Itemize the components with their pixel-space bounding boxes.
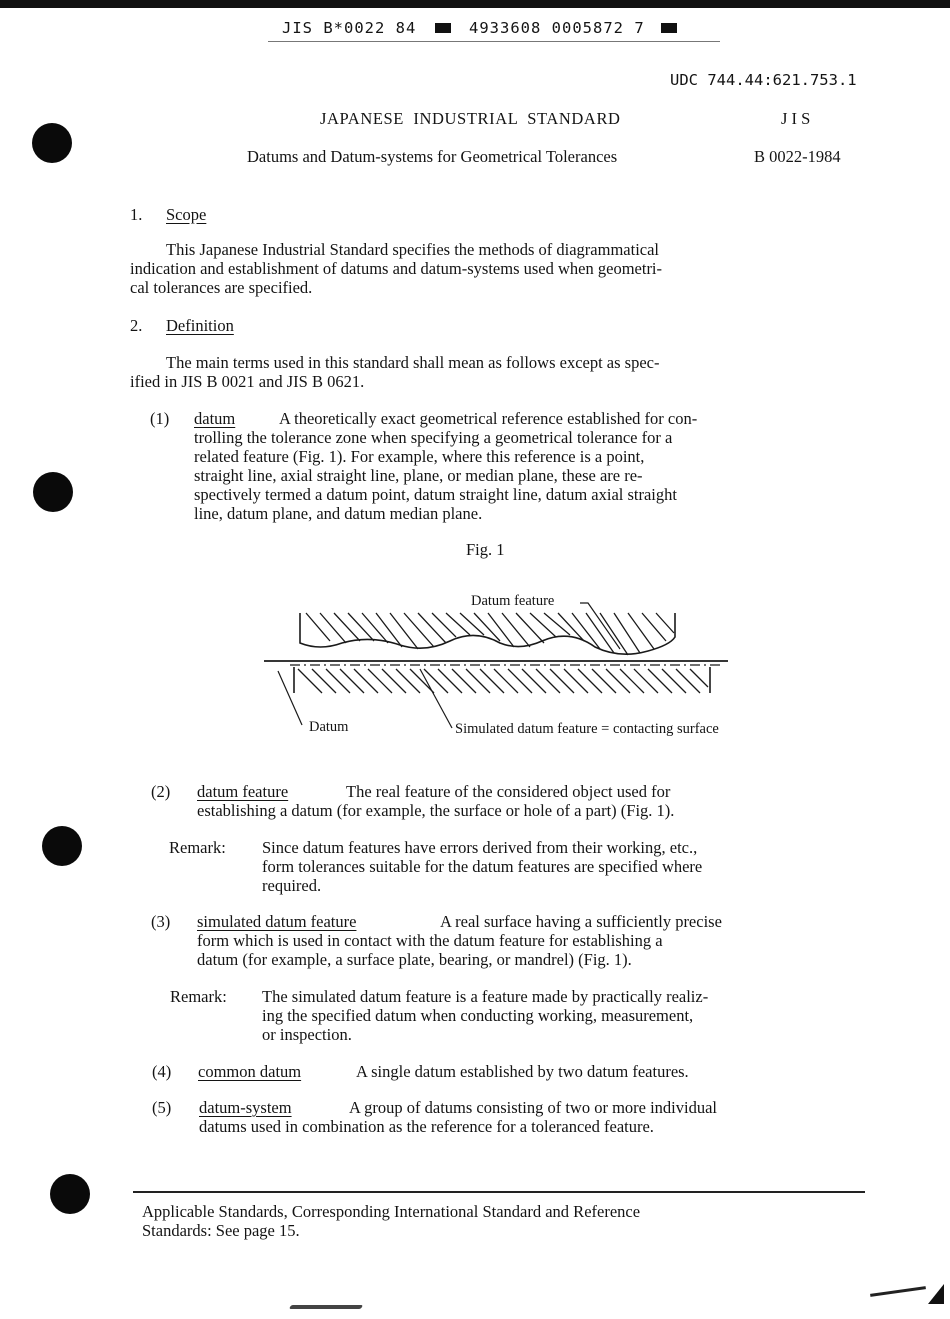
paragraph-line: indication and establishment of datums and datum-systems used when geometri- [130, 259, 663, 278]
scope-number: 1. [130, 205, 143, 224]
item-first-line: A single datum established by two datum features. [356, 1062, 689, 1081]
paragraph-line: cal tolerances are specified. [130, 278, 313, 297]
paragraph-line: Since datum features have errors derived from their working, etc., [262, 838, 698, 857]
term-datum: datum [194, 409, 236, 428]
paragraph-line: straight line, axial straight line, plane, or median plane, these are re- [194, 466, 643, 485]
item-body [197, 931, 663, 969]
item-number: (1) [150, 409, 170, 428]
paragraph-line: ing the specified datum when conducting working, measurement, [262, 1006, 694, 1025]
paragraph-line: The simulated datum feature is a feature made by practically realiz- [262, 987, 709, 1006]
paragraph-line: ified in JIS B 0021 and JIS B 0621. [130, 372, 365, 391]
remark-body [262, 838, 702, 895]
paragraph-line: spectively termed a datum point, datum straight line, datum axial straight [194, 485, 677, 504]
paragraph-line: trolling the tolerance zone when specifying a geometrical tolerance for a [194, 428, 673, 447]
definition-paragraph [130, 353, 660, 391]
term-simulated-datum-feature: simulated datum feature [197, 912, 357, 931]
standard-number: B 0022-1984 [754, 147, 841, 166]
scan-smudge [289, 1305, 363, 1309]
term-datum-feature: datum feature [197, 782, 289, 801]
paragraph-line: form which is used in contact with the datum feature for establishing a [197, 931, 663, 950]
paragraph-line: required. [262, 876, 322, 895]
paragraph-line: This Japanese Industrial Standard specifies the methods of diagrammatical [166, 240, 660, 259]
item-body [199, 1117, 654, 1136]
footnote-line: Applicable Standards, Corresponding International Standard and Reference [142, 1202, 641, 1221]
figure-caption: Fig. 1 [466, 540, 505, 559]
item-body [197, 801, 674, 820]
item-first-line: A group of datums consisting of two or more individual [349, 1098, 718, 1117]
remark-body [262, 987, 708, 1044]
stamp-rule [268, 41, 720, 42]
item-first-line: A theoretically exact geometrical reference established for con- [279, 409, 698, 428]
item-number: (3) [151, 912, 171, 931]
standard-name: JAPANESE INDUSTRIAL STANDARD [320, 109, 621, 128]
footnote [142, 1202, 640, 1240]
paragraph-line: form tolerances suitable for the datum features are specified where [262, 857, 703, 876]
udc-number: UDC 744.44:621.753.1 [670, 71, 857, 89]
punch-hole [32, 123, 72, 163]
paragraph-line: line, datum plane, and datum median plane. [194, 504, 483, 523]
remark-label: Remark: [169, 838, 226, 857]
stamp-right: 4933608 0005872 7 [469, 19, 645, 37]
scan-smudge [870, 1286, 926, 1297]
paragraph-line: or inspection. [262, 1025, 352, 1044]
header-stamp [282, 19, 677, 37]
label-datum-feature: Datum feature [471, 593, 555, 609]
item-body [194, 428, 677, 523]
term-datum-system: datum-system [199, 1098, 292, 1117]
scope-heading: Scope [166, 205, 207, 224]
paragraph-line: datums used in combination as the reference for a toleranced feature. [199, 1117, 654, 1136]
paragraph-line: The main terms used in this standard shall mean as follows except as spec- [166, 353, 660, 372]
definition-number: 2. [130, 316, 143, 335]
document-title: Datums and Datum-systems for Geometrical Tolerances [247, 147, 618, 166]
paragraph-line: establishing a datum (for example, the surface or hole of a part) (Fig. 1). [197, 801, 675, 820]
remark-label: Remark: [170, 987, 227, 1006]
punch-hole [50, 1174, 90, 1214]
page-top-border [0, 0, 950, 8]
punch-hole [42, 826, 82, 866]
term-common-datum: common datum [198, 1062, 302, 1081]
stamp-left: JIS B*0022 84 [282, 19, 417, 37]
label-datum: Datum [309, 719, 349, 735]
leader-datum [278, 671, 302, 725]
jis-mark: J I S [781, 109, 811, 128]
plate-hatch [298, 669, 708, 693]
part-hatch [306, 613, 674, 655]
item-number: (2) [151, 782, 171, 801]
item-number: (4) [152, 1062, 172, 1081]
scope-paragraph [130, 240, 662, 297]
label-simulated-feature: Simulated datum feature = contacting surface [455, 721, 719, 737]
paragraph-line: datum (for example, a surface plate, bearing, or mandrel) (Fig. 1). [197, 950, 632, 969]
stamp-block-icon [435, 23, 451, 33]
footnote-line: Standards: See page 15. [142, 1221, 300, 1240]
punch-hole [33, 472, 73, 512]
item-first-line: A real surface having a sufficiently precise [440, 912, 722, 931]
definition-heading: Definition [166, 316, 234, 335]
paragraph-line: related feature (Fig. 1). For example, where this reference is a point, [194, 447, 645, 466]
footnote-rule [133, 1191, 865, 1193]
item-number: (5) [152, 1098, 172, 1117]
item-first-line: The real feature of the considered object used for [346, 782, 671, 801]
stamp-block-icon [661, 23, 677, 33]
scan-smudge [928, 1284, 944, 1304]
